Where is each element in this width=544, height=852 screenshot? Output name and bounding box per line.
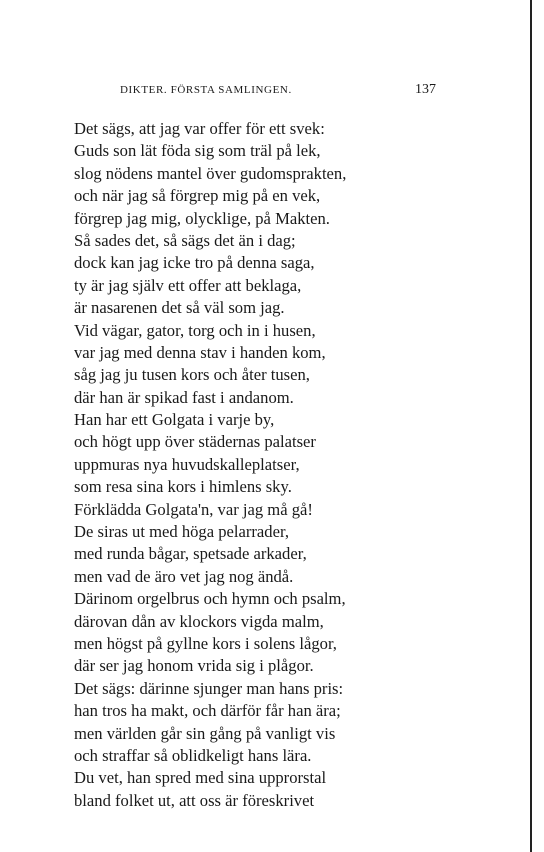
poem-line: som resa sina kors i himlens sky.: [74, 477, 292, 497]
poem-line: De siras ut med höga pelarrader,: [74, 522, 289, 542]
poem-line: med runda bågar, spetsade arkader,: [74, 544, 307, 564]
poem-line: därovan dån av klockors vigda malm,: [74, 611, 324, 631]
poem-line: uppmuras nya huvudskalleplatser,: [74, 454, 300, 474]
page-edge-line: [530, 0, 532, 852]
poem-line: är nasarenen det så väl som jag.: [74, 298, 285, 318]
poem-line: men högst på gyllne kors i solens lågor,: [74, 633, 337, 653]
poem-line: och straffar så oblidkeligt hans lära.: [74, 745, 312, 765]
poem-line: slog nödens mantel över gudomsprakten,: [74, 163, 347, 183]
poem-line: och när jag så förgrep mig på en vek,: [74, 186, 321, 206]
poem-line: men vad de äro vet jag nog ändå.: [74, 566, 294, 586]
poem-line: Förklädda Golgata'n, var jag må gå!: [74, 499, 313, 519]
poem-line: Därinom orgelbrus och hymn och psalm,: [74, 589, 346, 609]
poem-line: bland folket ut, att oss är föreskrivet: [74, 790, 315, 810]
poem-line: förgrep jag mig, olycklige, på Makten.: [74, 208, 330, 228]
poem-line: han tros ha makt, och därför får han ära;: [74, 701, 341, 721]
poem-line: Guds son lät föda sig som träl på lek,: [74, 141, 321, 161]
poem-line: Så sades det, så sägs det än i dag;: [74, 230, 296, 250]
page-number: 137: [415, 82, 436, 97]
poem-line: var jag med denna stav i handen kom,: [74, 342, 326, 362]
running-head: DIKTER. FÖRSTA SAMLINGEN.: [120, 84, 292, 96]
poem-line: Du vet, han spred med sina upprorstal: [74, 768, 327, 788]
poem-line: Han har ett Golgata i varje by,: [74, 410, 275, 430]
poem-line: Vid vägar, gator, torg och in i husen,: [74, 320, 316, 340]
poem-line: ty är jag själv ett offer att beklaga,: [74, 275, 302, 295]
poem-line: men världen går sin gång på vanligt vis: [74, 723, 336, 743]
poem-line: såg jag ju tusen kors och åter tusen,: [74, 365, 310, 385]
poem-line: Det sägs, att jag var offer för ett svek:: [74, 119, 325, 138]
page-header: [120, 82, 436, 98]
poem-line: och högt upp över städernas palatser: [74, 432, 316, 452]
poem-line: Det sägs: därinne sjunger man hans pris:: [74, 678, 344, 698]
poem-line: dock kan jag icke tro på denna saga,: [74, 253, 315, 273]
poem-line: där han är spikad fast i andanom.: [74, 387, 294, 407]
poem-text: [74, 118, 444, 812]
poem-line: där ser jag honom vrida sig i plågor.: [74, 656, 314, 676]
